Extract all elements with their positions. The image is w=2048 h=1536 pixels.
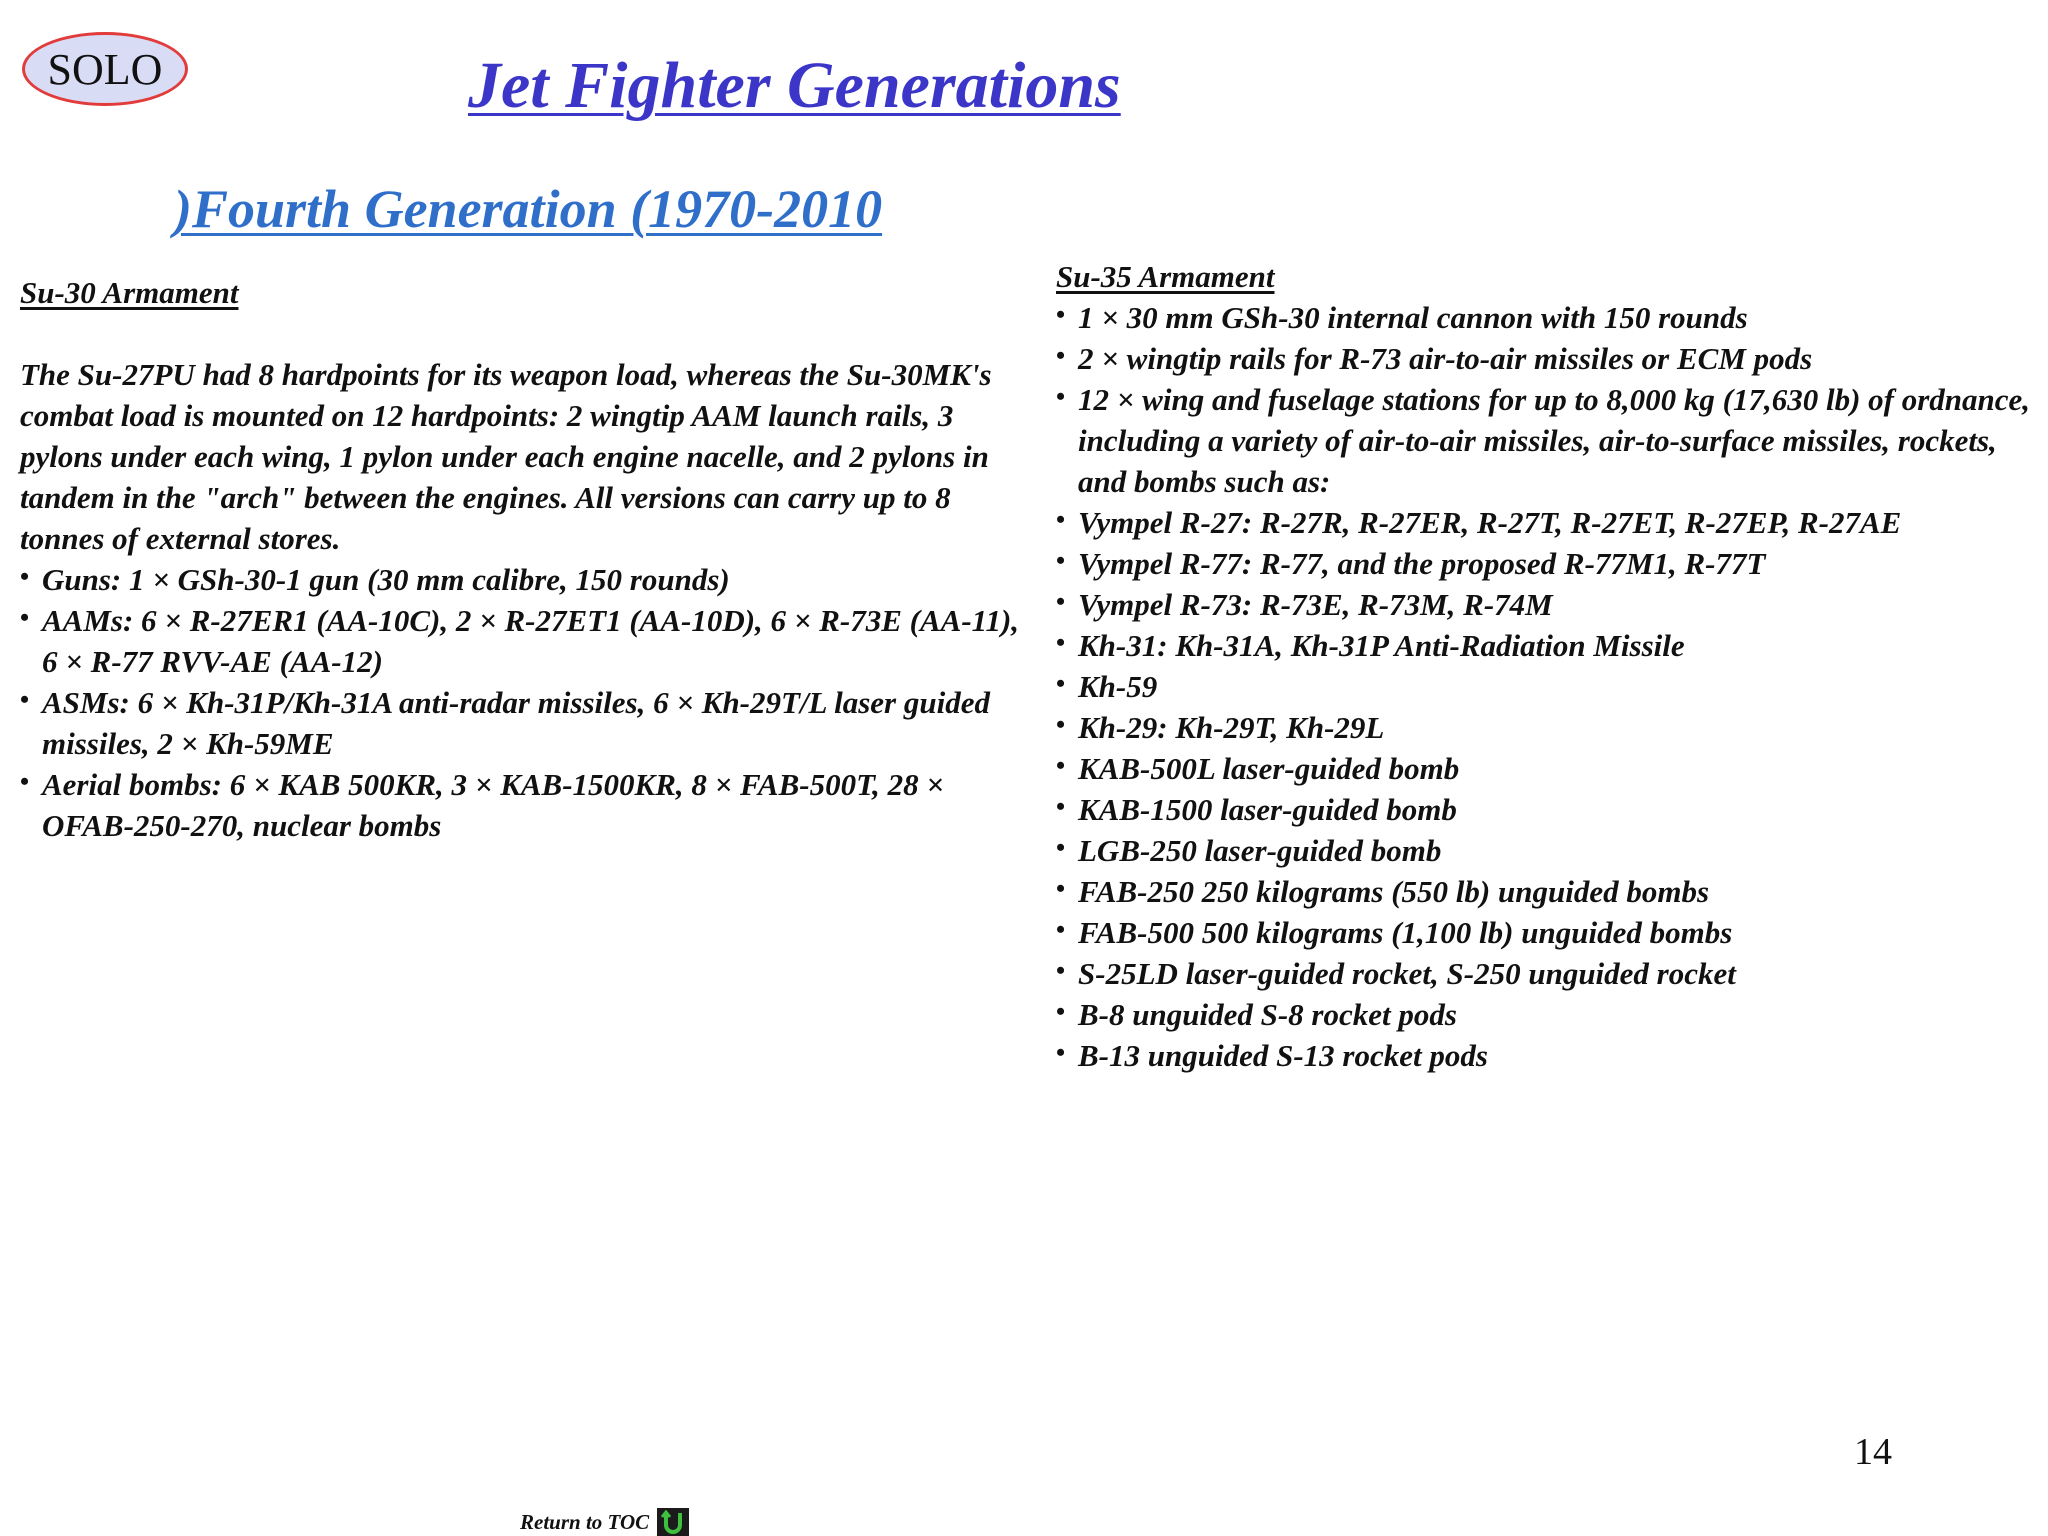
page-number: 14 bbox=[1854, 1431, 1892, 1473]
list-item: • AAMs: 6 × R-27ER1 (AA-10C), 2 × R-27ET1 (AA-10D), 6 × R-73E (AA-11), 6 × R-77 RVV-AE (AA-12) bbox=[20, 600, 1020, 682]
su35-armament-heading: Su-35 Armament bbox=[1056, 259, 1275, 294]
list-item: • FAB-500 500 kilograms (1,100 lb) unguided bombs bbox=[1056, 912, 2046, 953]
list-item: • Aerial bombs: 6 × KAB 500KR, 3 × KAB-1500KR, 8 × FAB-500T, 28 × OFAB-250-270, nuclear bombs bbox=[20, 764, 1020, 846]
list-item: • 2 × wingtip rails for R-73 air-to-air missiles or ECM pods bbox=[1056, 338, 2046, 379]
list-item: • Vympel R-27: R-27R, R-27ER, R-27T, R-27ET, R-27EP, R-27AE bbox=[1056, 502, 2046, 543]
list-item: • FAB-250 250 kilograms (550 lb) unguided bombs bbox=[1056, 871, 2046, 912]
list-item: • Kh-29: Kh-29T, Kh-29L bbox=[1056, 707, 2046, 748]
su30-armament-column bbox=[20, 272, 1020, 846]
list-item: • KAB-500L laser-guided bomb bbox=[1056, 748, 2046, 789]
section-subtitle: )Fourth Generation (1970-2010 bbox=[174, 179, 883, 239]
list-item: • LGB-250 laser-guided bomb bbox=[1056, 830, 2046, 871]
list-item: • B-13 unguided S-13 rocket pods bbox=[1056, 1035, 2046, 1076]
list-item: • Vympel R-73: R-73E, R-73M, R-74M bbox=[1056, 584, 2046, 625]
page-title: Jet Fighter Generations bbox=[468, 49, 1121, 122]
list-item: • Vympel R-77: R-77, and the proposed R-77M1, R-77T bbox=[1056, 543, 2046, 584]
list-item: • Kh-31: Kh-31A, Kh-31P Anti-Radiation Missile bbox=[1056, 625, 2046, 666]
return-to-toc-link[interactable] bbox=[520, 1508, 689, 1536]
return-to-toc-label: Return to TOC bbox=[520, 1509, 650, 1534]
su30-armament-paragraph: The Su-27PU had 8 hardpoints for its weapon load, whereas the Su-30MK's combat load is mounted on 12 hardpoints: 2 wingtip AAM launch rails, 3 pylons under each wing, 1 pylon under each engine nacelle, and 2 pylons in tandem in the "arch" between the engines. All versions can carry up to 8 tonnes of external stores. bbox=[20, 357, 992, 556]
su30-armament-list bbox=[20, 559, 1020, 846]
su35-armament-list bbox=[1056, 297, 2046, 1076]
solo-badge: SOLO bbox=[22, 32, 188, 106]
list-item: • 12 × wing and fuselage stations for up to 8,000 kg (17,630 lb) of ordnance, including a variety of air-to-air missiles, air-to-surface missiles, rockets, and bombs such as: bbox=[1056, 379, 2046, 502]
list-item: • S-25LD laser-guided rocket, S-250 unguided rocket bbox=[1056, 953, 2046, 994]
list-item: • 1 × 30 mm GSh-30 internal cannon with 150 rounds bbox=[1056, 297, 2046, 338]
list-item: • Kh-59 bbox=[1056, 666, 2046, 707]
list-item: • KAB-1500 laser-guided bomb bbox=[1056, 789, 2046, 830]
list-item: • B-8 unguided S-8 rocket pods bbox=[1056, 994, 2046, 1035]
su30-armament-heading: Su-30 Armament bbox=[20, 275, 239, 310]
list-item: • ASMs: 6 × Kh-31P/Kh-31A anti-radar missiles, 6 × Kh-29T/L laser guided missiles, 2 × Kh-59ME bbox=[20, 682, 1020, 764]
return-arrow-icon[interactable] bbox=[657, 1508, 689, 1536]
list-item: • Guns: 1 × GSh-30-1 gun (30 mm calibre, 150 rounds) bbox=[20, 559, 1020, 600]
su35-armament-column bbox=[1056, 256, 2046, 1076]
